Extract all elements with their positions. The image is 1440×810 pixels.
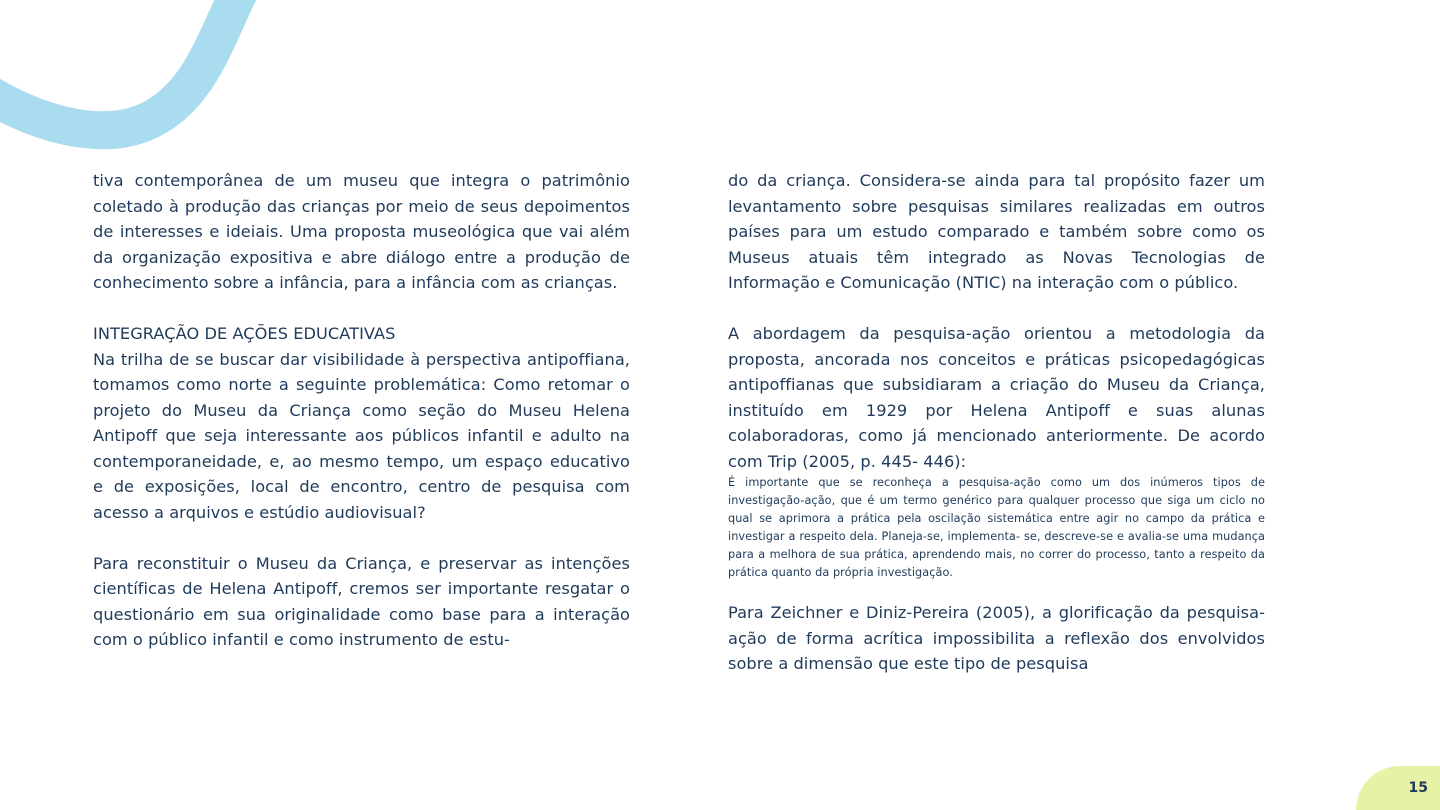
paragraph: tiva contemporânea de um museu que integra o patrimônio coletado à produção das crianças por meio de seus depoimentos de interesses e ideiais. Uma proposta museológica que vai além da organização expositiva e abre diálogo entre a produção de conhecimento sobre a infância, para a infância com as crianças. xyxy=(93,171,630,292)
paragraph: Na trilha de se buscar dar visibilidade à perspectiva antipoffiana, tomamos como norte a seguinte problemática: Como retomar o projeto do Museu da Criança como seção do Museu Helena Antipoff que seja interessante aos públicos infantil e adulto na contemporaneidade, e, ao mesmo tempo, um espaço educativo e de exposições, local de encontro, centro de pesquisa com acesso a arquivos e estúdio audiovisual? xyxy=(93,349,630,522)
left-text-column xyxy=(93,168,630,653)
block-quote: É importante que se reconheça a pesquisa-ação como um dos inúmeros tipos de investigação-ação, que é um termo genérico para qualquer processo que siga um ciclo no qual se aprimora a prática pela oscilação sistemática entre agir no campo da prática e investigar a respeito dela. Planeja-se, implementa- se, descreve-se e avalia-se uma mudança para a melhora de sua prática, aprendendo mais, no correr do processo, tanto a respeito da prática quanto da própria investigação. xyxy=(728,476,1265,579)
right-text-column xyxy=(728,168,1265,677)
page-number: 15 xyxy=(1408,780,1428,796)
paragraph: Para reconstituir o Museu da Criança, e preservar as intenções científicas de Helena Antipoff, cremos ser importante resgatar o questionário em sua originalidade como base para a interação com o público infantil e como instrumento de estu- xyxy=(93,553,630,649)
section-heading: INTEGRAÇÃO DE AÇÕES EDUCATIVAS xyxy=(93,324,396,343)
paragraph: do da criança. Considera-se ainda para tal propósito fazer um levantamento sobre pesquisas similares realizadas em outros países para um estudo comparado e também sobre como os Museus atuais têm integrado as Novas Tecnologias de Informação e Comunicação (NTIC) na interação com o público. xyxy=(728,171,1265,292)
paragraph: Para Zeichner e Diniz-Pereira (2005), a glorificação da pesquisa-ação de forma acrítica impossibilita a reflexão dos envolvidos sobre a dimensão que este tipo de pesquisa xyxy=(728,603,1265,673)
paragraph: A abordagem da pesquisa-ação orientou a metodologia da proposta, ancorada nos conceitos e práticas psicopedagógicas antipoffianas que subsidiaram a criação do Museu da Criança, instituído em 1929 por Helena Antipoff e suas alunas colaboradoras, como já mencionado anteriormente. De acordo com Trip (2005, p. 445- 446): xyxy=(728,324,1265,471)
curved-arc-decoration-icon xyxy=(0,0,300,170)
page-number-badge xyxy=(1356,766,1440,810)
